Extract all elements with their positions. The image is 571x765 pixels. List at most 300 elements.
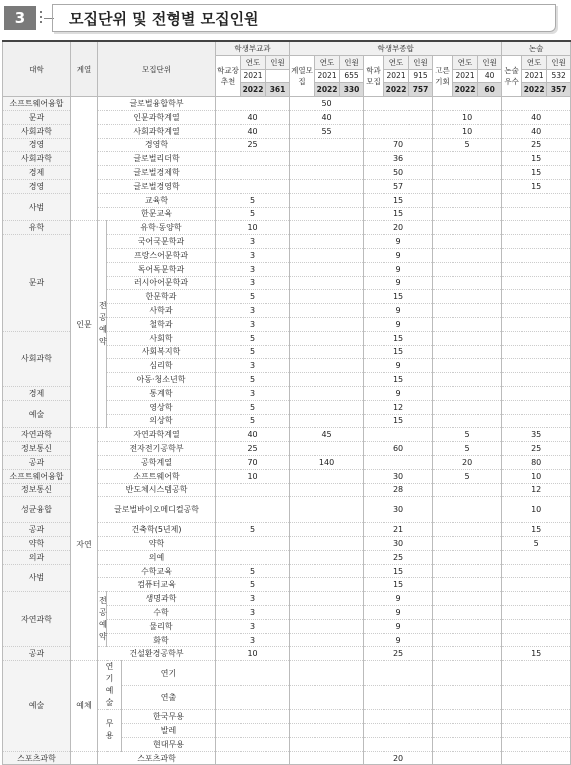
cell-track-recruit	[290, 497, 364, 523]
cell-unit: 수학	[107, 606, 216, 620]
cell-essay: 10	[502, 497, 571, 523]
count-2021: 40	[478, 69, 502, 83]
cell-track-recruit	[290, 469, 364, 483]
cell-recommend: 5	[216, 290, 290, 304]
cell-unit: 러시아어문학과	[107, 276, 216, 290]
cell-equal-opportunity	[433, 537, 502, 551]
cell-unit: 화학	[107, 633, 216, 647]
cell-univ: 정보통신	[3, 442, 71, 456]
cell-track-recruit	[290, 523, 364, 537]
group-essay: 논술	[502, 41, 571, 55]
year-2021: 2021	[241, 69, 266, 83]
cell-univ: 의과	[3, 550, 71, 564]
cell-unit: 생명과학	[107, 592, 216, 606]
group-student-record: 학생부교과	[216, 41, 290, 55]
cell-dept-recruit: 15	[364, 564, 433, 578]
table-row	[3, 428, 571, 442]
section-title-box	[52, 4, 556, 32]
cell-unit: 사회과학계열	[98, 124, 216, 138]
cell-recommend: 5	[216, 345, 290, 359]
cell-essay	[502, 373, 571, 387]
cell-univ: 사범	[3, 564, 71, 592]
cell-equal-opportunity	[433, 290, 502, 304]
cell-track-recruit	[290, 276, 364, 290]
col-year: 연도	[453, 55, 478, 69]
cell-track-recruit	[290, 193, 364, 207]
cell-recommend: 10	[216, 221, 290, 235]
cell-essay	[502, 207, 571, 221]
cell-essay	[502, 331, 571, 345]
cell-dept-recruit: 36	[364, 152, 433, 166]
cell-essay	[502, 414, 571, 428]
cell-essay	[502, 97, 571, 111]
cell-unit: 통계학	[107, 386, 216, 400]
cell-recommend: 10	[216, 469, 290, 483]
cell-equal-opportunity	[433, 166, 502, 180]
col-count: 인원	[478, 55, 502, 69]
cell-recommend: 3	[216, 633, 290, 647]
year-2022: 2022	[315, 83, 340, 97]
cell-unit: 한문학과	[107, 290, 216, 304]
cell-unit: 글로벌경제학	[98, 166, 216, 180]
cell-unit: 한문교육	[98, 207, 216, 221]
count-2021: 655	[340, 69, 364, 83]
cell-dept-recruit: 15	[364, 373, 433, 387]
cell-dept-recruit: 9	[364, 592, 433, 606]
cell-dept-recruit: 30	[364, 497, 433, 523]
col-count: 인원	[266, 55, 290, 69]
cell-dept-recruit: 9	[364, 304, 433, 318]
cell-dept-recruit: 57	[364, 179, 433, 193]
section-number: 3	[4, 6, 36, 30]
cell-recommend: 5	[216, 373, 290, 387]
table-row	[3, 751, 571, 765]
cell-arts-group: 무용	[98, 710, 122, 751]
col-count: 인원	[340, 55, 364, 69]
cell-unit: 공학계열	[98, 455, 216, 469]
col-track: 계열	[71, 41, 98, 97]
cell-track-recruit	[290, 537, 364, 551]
cell-unit: 소프트웨어학	[98, 469, 216, 483]
table-row	[3, 97, 571, 111]
cell-unit: 철학과	[107, 317, 216, 331]
cell-equal-opportunity	[433, 359, 502, 373]
col-unit: 모집단위	[98, 41, 216, 97]
cell-recommend: 3	[216, 276, 290, 290]
col-count: 인원	[409, 55, 433, 69]
cell-univ: 경영	[3, 179, 71, 193]
cell-recommend: 40	[216, 110, 290, 124]
cell-equal-opportunity	[433, 523, 502, 537]
cell-essay	[502, 304, 571, 318]
cell-essay: 15	[502, 166, 571, 180]
cell-dept-recruit: 9	[364, 359, 433, 373]
cell-unit: 아동·청소년학	[107, 373, 216, 387]
cell-unit: 사회복지학	[107, 345, 216, 359]
cell-unit: 한국무용	[122, 710, 216, 724]
cell-track-recruit	[290, 235, 364, 249]
cell-equal-opportunity: 5	[433, 442, 502, 456]
cell-recommend: 3	[216, 592, 290, 606]
cell-equal-opportunity	[433, 619, 502, 633]
count-2022: 357	[547, 83, 571, 97]
cell-univ: 사회과학	[3, 331, 71, 386]
cell-equal-opportunity	[433, 685, 502, 710]
cell-major-group: 전공예약	[98, 592, 107, 647]
cell-essay	[502, 290, 571, 304]
cell-unit: 경영학	[98, 138, 216, 152]
cell-recommend: 3	[216, 235, 290, 249]
cell-univ: 자연과학	[3, 592, 71, 647]
cell-dept-recruit	[364, 97, 433, 111]
cell-equal-opportunity	[433, 414, 502, 428]
cell-recommend	[216, 97, 290, 111]
cell-essay	[502, 606, 571, 620]
cell-track-recruit	[290, 661, 364, 686]
year-2021: 2021	[315, 69, 340, 83]
cell-univ: 소프트웨어융합	[3, 97, 71, 111]
cell-track-recruit: 140	[290, 455, 364, 469]
count-2021	[266, 69, 290, 83]
cell-recommend	[216, 179, 290, 193]
cell-track-recruit	[290, 414, 364, 428]
cell-unit: 반도체시스템공학	[98, 483, 216, 497]
col-year: 연도	[522, 55, 547, 69]
col-track-recruit: 계열모집	[290, 55, 315, 96]
cell-dept-recruit: 15	[364, 193, 433, 207]
cell-track-recruit	[290, 207, 364, 221]
cell-equal-opportunity	[433, 661, 502, 686]
cell-univ: 예술	[3, 400, 71, 428]
cell-unit: 건설환경공학부	[98, 647, 216, 661]
cell-equal-opportunity	[433, 221, 502, 235]
cell-recommend: 5	[216, 193, 290, 207]
cell-track-recruit	[290, 262, 364, 276]
cell-track-recruit	[290, 166, 364, 180]
cell-equal-opportunity	[433, 606, 502, 620]
cell-unit: 프랑스어문학과	[107, 248, 216, 262]
year-2021: 2021	[453, 69, 478, 83]
cell-univ: 공과	[3, 455, 71, 469]
cell-unit: 발레	[122, 724, 216, 738]
cell-univ: 소프트웨어융합	[3, 469, 71, 483]
cell-recommend	[216, 497, 290, 523]
cell-univ: 유학	[3, 221, 71, 235]
cell-essay	[502, 221, 571, 235]
cell-track: 자연	[71, 428, 98, 661]
cell-recommend: 5	[216, 207, 290, 221]
cell-equal-opportunity: 5	[433, 428, 502, 442]
cell-track-recruit	[290, 359, 364, 373]
cell-track-recruit	[290, 710, 364, 724]
cell-unit: 수학교육	[98, 564, 216, 578]
year-2022: 2022	[384, 83, 409, 97]
cell-univ: 경영	[3, 138, 71, 152]
cell-equal-opportunity	[433, 97, 502, 111]
cell-track-recruit	[290, 152, 364, 166]
cell-dept-recruit: 28	[364, 483, 433, 497]
cell-track-recruit: 55	[290, 124, 364, 138]
cell-unit: 심리학	[107, 359, 216, 373]
cell-dept-recruit: 9	[364, 262, 433, 276]
cell-essay	[502, 276, 571, 290]
cell-track-recruit	[290, 248, 364, 262]
cell-track-recruit	[290, 564, 364, 578]
cell-track-recruit	[290, 619, 364, 633]
cell-dept-recruit: 15	[364, 331, 433, 345]
cell-unit: 영상학	[107, 400, 216, 414]
cell-dept-recruit	[364, 661, 433, 686]
col-count: 인원	[547, 55, 571, 69]
cell-track-recruit	[290, 633, 364, 647]
cell-unit: 건축학(5년제)	[98, 523, 216, 537]
cell-track-recruit	[290, 400, 364, 414]
cell-recommend: 3	[216, 606, 290, 620]
cell-unit: 글로벌바이오메디컬공학	[98, 497, 216, 523]
year-2021: 2021	[522, 69, 547, 83]
cell-equal-opportunity	[433, 550, 502, 564]
table-row	[3, 221, 571, 235]
count-2021: 532	[547, 69, 571, 83]
cell-equal-opportunity	[433, 179, 502, 193]
cell-equal-opportunity	[433, 235, 502, 249]
count-2022: 330	[340, 83, 364, 97]
cell-equal-opportunity	[433, 647, 502, 661]
cell-track-recruit	[290, 221, 364, 235]
cell-recommend	[216, 483, 290, 497]
cell-unit: 의상학	[107, 414, 216, 428]
cell-unit: 연기	[122, 661, 216, 686]
cell-essay: 12	[502, 483, 571, 497]
cell-track: 예체	[71, 661, 98, 751]
cell-essay	[502, 262, 571, 276]
cell-dept-recruit: 9	[364, 619, 433, 633]
cell-unit: 연출	[122, 685, 216, 710]
col-recommend: 학교장추천	[216, 55, 241, 96]
col-dept-recruit: 학과모집	[364, 55, 384, 96]
cell-dept-recruit: 15	[364, 207, 433, 221]
cell-recommend: 5	[216, 523, 290, 537]
cell-recommend: 3	[216, 304, 290, 318]
cell-dept-recruit	[364, 110, 433, 124]
cell-essay	[502, 345, 571, 359]
cell-dept-recruit: 9	[364, 276, 433, 290]
cell-unit: 스포츠과학	[98, 751, 216, 765]
cell-equal-opportunity: 5	[433, 138, 502, 152]
cell-recommend	[216, 710, 290, 724]
cell-dept-recruit: 20	[364, 221, 433, 235]
cell-unit: 교육학	[98, 193, 216, 207]
cell-equal-opportunity	[433, 276, 502, 290]
cell-unit: 인문과학계열	[98, 110, 216, 124]
cell-dept-recruit: 20	[364, 751, 433, 765]
admission-table	[2, 40, 571, 765]
year-2022: 2022	[522, 83, 547, 97]
cell-essay: 25	[502, 442, 571, 456]
cell-dept-recruit: 9	[364, 235, 433, 249]
cell-recommend	[216, 550, 290, 564]
cell-track-recruit	[290, 317, 364, 331]
cell-essay: 10	[502, 469, 571, 483]
cell-unit: 현대무용	[122, 737, 216, 751]
cell-recommend	[216, 737, 290, 751]
cell-essay: 35	[502, 428, 571, 442]
cell-recommend: 3	[216, 359, 290, 373]
cell-recommend: 5	[216, 564, 290, 578]
cell-essay	[502, 685, 571, 710]
cell-dept-recruit: 9	[364, 606, 433, 620]
cell-dept-recruit	[364, 455, 433, 469]
cell-unit: 사학과	[107, 304, 216, 318]
cell-recommend: 5	[216, 578, 290, 592]
cell-track-recruit	[290, 737, 364, 751]
count-2022: 60	[478, 83, 502, 97]
cell-track-recruit	[290, 724, 364, 738]
cell-track-recruit	[290, 647, 364, 661]
count-2021: 915	[409, 69, 433, 83]
cell-recommend: 25	[216, 442, 290, 456]
cell-essay: 80	[502, 455, 571, 469]
cell-equal-opportunity	[433, 152, 502, 166]
cell-dept-recruit: 30	[364, 469, 433, 483]
cell-essay	[502, 592, 571, 606]
cell-univ: 스포츠과학	[3, 751, 71, 765]
cell-track-recruit	[290, 578, 364, 592]
cell-essay: 15	[502, 523, 571, 537]
cell-equal-opportunity	[433, 724, 502, 738]
cell-equal-opportunity	[433, 633, 502, 647]
cell-unit: 글로벌경영학	[98, 179, 216, 193]
col-equal-opportunity: 고른기회	[433, 55, 453, 96]
cell-equal-opportunity	[433, 317, 502, 331]
cell-dept-recruit: 50	[364, 166, 433, 180]
cell-dept-recruit: 30	[364, 537, 433, 551]
cell-essay: 15	[502, 179, 571, 193]
cell-equal-opportunity	[433, 497, 502, 523]
cell-univ: 정보통신	[3, 483, 71, 497]
cell-essay: 40	[502, 110, 571, 124]
cell-track-recruit	[290, 592, 364, 606]
cell-unit: 의예	[98, 550, 216, 564]
cell-equal-opportunity	[433, 578, 502, 592]
cell-equal-opportunity	[433, 400, 502, 414]
cell-recommend: 40	[216, 428, 290, 442]
cell-univ: 성균융합	[3, 497, 71, 523]
cell-essay	[502, 235, 571, 249]
cell-recommend: 40	[216, 124, 290, 138]
cell-equal-opportunity	[433, 345, 502, 359]
cell-major-group: 전공예약	[98, 221, 107, 428]
cell-essay	[502, 193, 571, 207]
cell-dept-recruit	[364, 710, 433, 724]
cell-track-recruit	[290, 331, 364, 345]
cell-equal-opportunity	[433, 483, 502, 497]
cell-unit: 글로벌리더학	[98, 152, 216, 166]
count-2022: 757	[409, 83, 433, 97]
cell-equal-opportunity	[433, 737, 502, 751]
table-body	[3, 97, 571, 765]
cell-univ: 약학	[3, 537, 71, 551]
count-2022: 361	[266, 83, 290, 97]
cell-univ: 예술	[3, 661, 71, 751]
cell-unit: 사회학	[107, 331, 216, 345]
cell-equal-opportunity: 10	[433, 110, 502, 124]
cell-essay: 5	[502, 537, 571, 551]
cell-recommend	[216, 724, 290, 738]
cell-equal-opportunity	[433, 207, 502, 221]
cell-equal-opportunity	[433, 193, 502, 207]
cell-univ: 경제	[3, 166, 71, 180]
cell-essay	[502, 751, 571, 765]
table-row	[3, 661, 571, 686]
cell-equal-opportunity	[433, 262, 502, 276]
cell-recommend: 3	[216, 386, 290, 400]
cell-unit: 유학·동양학	[107, 221, 216, 235]
year-2022: 2022	[241, 83, 266, 97]
cell-unit: 자연과학계열	[98, 428, 216, 442]
cell-dept-recruit: 9	[364, 633, 433, 647]
cell-dept-recruit	[364, 428, 433, 442]
section-header	[4, 4, 557, 32]
cell-essay	[502, 386, 571, 400]
cell-univ: 사회과학	[3, 152, 71, 166]
cell-univ: 문과	[3, 110, 71, 124]
cell-equal-opportunity	[433, 248, 502, 262]
cell-recommend: 10	[216, 647, 290, 661]
cell-track-recruit	[290, 345, 364, 359]
cell-equal-opportunity	[433, 331, 502, 345]
cell-essay	[502, 661, 571, 686]
cell-unit: 글로벌융합학부	[98, 97, 216, 111]
cell-essay	[502, 248, 571, 262]
cell-equal-opportunity	[433, 373, 502, 387]
cell-recommend: 5	[216, 414, 290, 428]
cell-univ: 자연과학	[3, 428, 71, 442]
cell-track-recruit: 45	[290, 428, 364, 442]
cell-essay: 25	[502, 138, 571, 152]
cell-track-recruit	[290, 373, 364, 387]
year-2022: 2022	[453, 83, 478, 97]
cell-unit: 컴퓨터교육	[98, 578, 216, 592]
cell-track-recruit	[290, 290, 364, 304]
cell-dept-recruit: 70	[364, 138, 433, 152]
cell-track	[71, 751, 98, 765]
col-year: 연도	[241, 55, 266, 69]
cell-essay	[502, 578, 571, 592]
cell-essay	[502, 400, 571, 414]
cell-dept-recruit: 9	[364, 248, 433, 262]
cell-track-recruit	[290, 483, 364, 497]
cell-dept-recruit	[364, 124, 433, 138]
cell-univ: 사회과학	[3, 124, 71, 138]
cell-essay	[502, 710, 571, 724]
col-year: 연도	[315, 55, 340, 69]
cell-recommend: 70	[216, 455, 290, 469]
cell-dept-recruit: 12	[364, 400, 433, 414]
cell-track-recruit	[290, 304, 364, 318]
cell-essay	[502, 737, 571, 751]
cell-track: 인문	[71, 221, 98, 428]
section-title: 모집단위 및 전형별 모집인원	[69, 10, 259, 28]
cell-unit: 독어독문학과	[107, 262, 216, 276]
cell-track-recruit: 40	[290, 110, 364, 124]
cell-dept-recruit	[364, 737, 433, 751]
cell-dept-recruit: 9	[364, 386, 433, 400]
cell-essay	[502, 359, 571, 373]
cell-recommend	[216, 152, 290, 166]
cell-arts-group: 연기예술	[98, 661, 122, 710]
cell-dept-recruit: 25	[364, 647, 433, 661]
